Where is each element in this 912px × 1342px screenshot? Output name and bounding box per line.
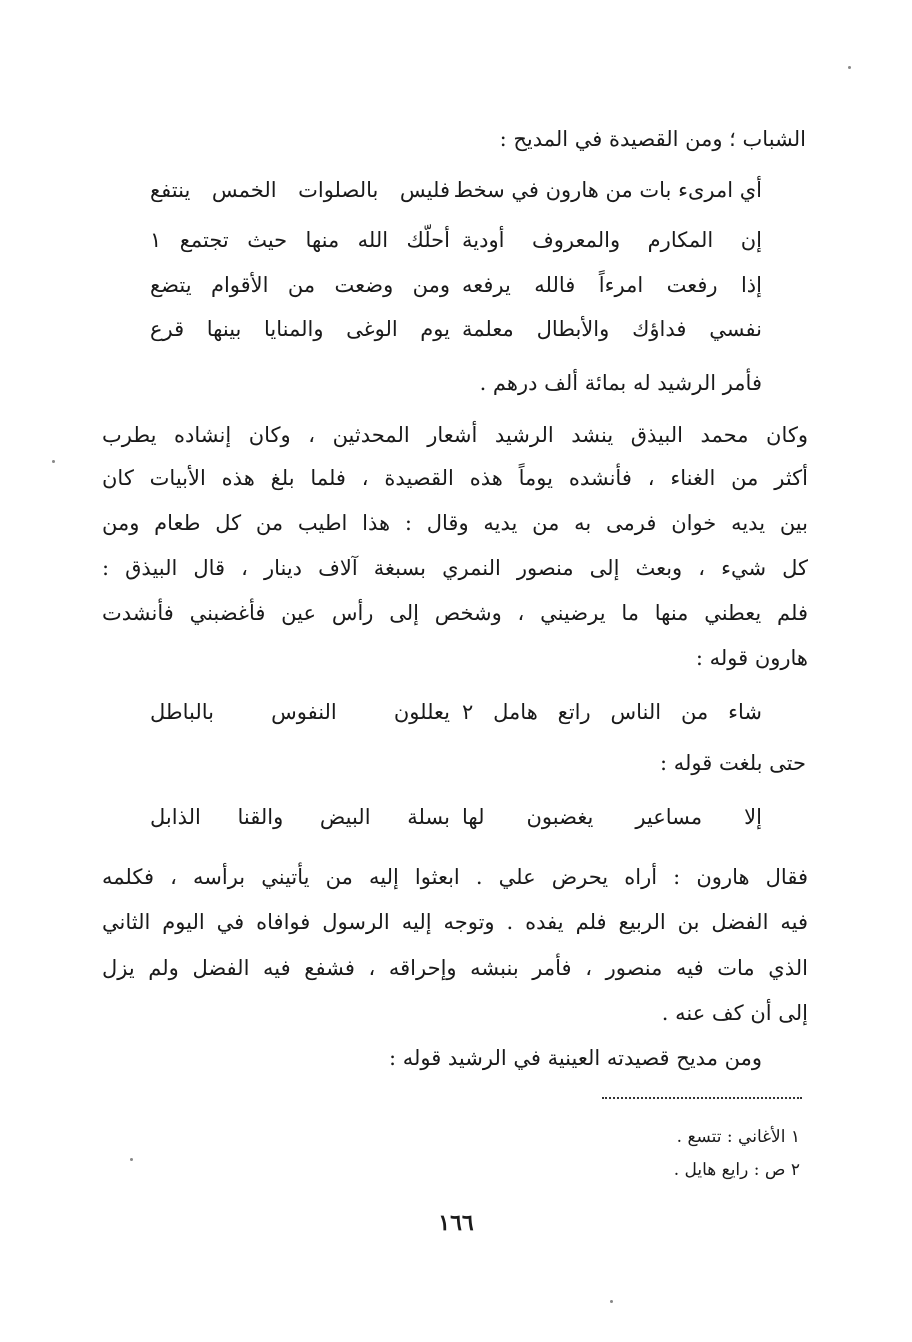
- verse-line: [150, 173, 762, 207]
- verse-first-hemistich: إلا مساعير يغضبون لها: [462, 805, 762, 829]
- verse-second-hemistich: أحلّك الله منها حيث تجتمع ١: [150, 228, 450, 252]
- verse-second-hemistich: بسلة البيض والقنا الذابل: [150, 805, 450, 829]
- scan-speck: [130, 1158, 133, 1161]
- scan-speck: [848, 66, 851, 69]
- reward-line: فأمر الرشيد له بمائة ألف درهم .: [479, 371, 762, 395]
- verse-first-hemistich: إذا رفعت امرءاً فالله يرفعه: [462, 273, 762, 297]
- paragraph-line: الذي مات فيه منصور ، فأمر بنبشه وإحراقه ، فشفع فيه الفضل ولم يزل: [102, 956, 808, 980]
- verse-first-hemistich: شاء من الناس راتع هامل ٢: [462, 700, 762, 724]
- page-number: ١٦٦: [438, 1210, 474, 1236]
- scan-speck: [52, 460, 55, 463]
- verse-line: [150, 800, 762, 834]
- verse-second-hemistich: فليس بالصلوات الخمس ينتفع: [150, 178, 450, 202]
- footnote-divider: [602, 1097, 802, 1099]
- verse-second-hemistich: يعللون النفوس بالباطل: [150, 700, 450, 724]
- paragraph-line: أكثر من الغناء ، فأنشده يوماً هذه القصيدة ، فلما بلغ هذه الأبيات كان: [102, 466, 808, 490]
- scan-speck: [610, 1300, 613, 1303]
- verse-line: [150, 268, 762, 302]
- verse-second-hemistich: يوم الوغى والمنايا بينها قرع: [150, 317, 450, 341]
- paragraph-line: وكان محمد البيذق ينشد الرشيد أشعار المحدثين ، وكان إنشاده يطرب: [102, 423, 808, 447]
- paragraph-line: فلم يعطني منها ما يرضيني ، وشخص إلى رأس عين فأغضبني فأنشدت: [102, 601, 808, 625]
- footnote: ١ الأغاني : تتسع .: [676, 1127, 800, 1147]
- verse-line: [150, 223, 762, 257]
- intro-line: الشباب ؛ ومن القصيدة في المديح :: [499, 127, 806, 151]
- paragraph-line: بين يديه خوان فرمى به من يديه وقال : هذا اطيب من كل طعام ومن: [102, 511, 808, 535]
- verse-first-hemistich: إن المكارم والمعروف أودية: [462, 228, 762, 252]
- paragraph-line: فقال هارون : أراه يحرض علي . ابعثوا إليه من يأتيني برأسه ، فكلمه: [102, 865, 808, 889]
- paragraph-line: فيه الفضل بن الربيع فلم يفده . وتوجه إليه الرسول فوافاه في اليوم الثاني: [102, 910, 808, 934]
- verse-first-hemistich: أي امرىء بات من هارون في سخط: [453, 178, 762, 202]
- verse-line: [150, 312, 762, 346]
- verse-line: [150, 695, 762, 729]
- paragraph-line: كل شيء ، وبعث إلى منصور النمري بسبغة آلاف دينار ، قال البيذق :: [102, 556, 808, 580]
- closing-line: ومن مديح قصيدته العينية في الرشيد قوله :: [388, 1046, 762, 1070]
- footnote: ٢ ص : رايع هايل .: [673, 1160, 800, 1180]
- paragraph-line: هارون قوله :: [695, 646, 808, 670]
- verse-first-hemistich: نفسي فداؤك والأبطال معلمة: [462, 317, 762, 341]
- verse-second-hemistich: ومن وضعت من الأقوام يتضع: [150, 273, 450, 297]
- paragraph-line: إلى أن كف عنه .: [661, 1001, 808, 1025]
- until-line: حتى بلغت قوله :: [659, 751, 806, 775]
